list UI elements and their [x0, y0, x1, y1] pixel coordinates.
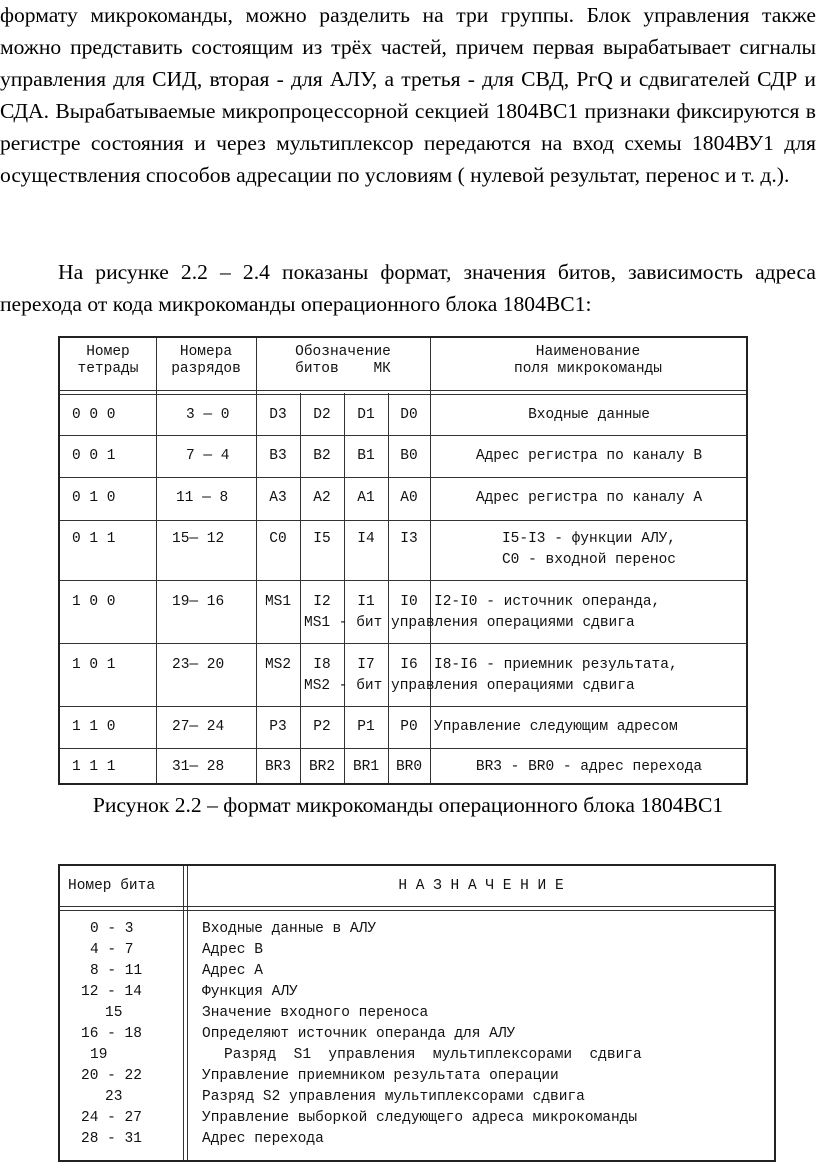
- table-cell-bit: B3: [269, 448, 287, 464]
- table-cell-bit: BR3: [264, 759, 292, 775]
- table-divider: [60, 906, 774, 907]
- table-cell-bit: P3: [269, 719, 287, 735]
- table-cell-purpose: Адрес А: [202, 963, 263, 979]
- table-cell-bit: BR0: [395, 759, 423, 775]
- table-divider: [60, 580, 746, 581]
- table-cell-field-name: Входные данные: [528, 407, 650, 423]
- table-cell-tetrad: 0 0 0: [72, 407, 116, 423]
- table-cell-bit: I4: [357, 531, 375, 547]
- table-cell-bit: I7: [357, 657, 375, 673]
- table-cell-bit: C0: [269, 531, 287, 547]
- table-cell-bit: 8 - 11: [90, 963, 143, 979]
- table-cell-field-name: Адрес регистра по каналу А: [475, 490, 703, 506]
- table-cell-bit: D1: [357, 407, 375, 423]
- table-cell-bit: I3: [400, 531, 418, 547]
- table-cell-purpose: Функция АЛУ: [202, 984, 298, 1000]
- table-divider: [60, 390, 746, 391]
- table-cell-tetrad: 0 1 1: [72, 531, 116, 547]
- table-divider: [60, 394, 746, 395]
- header-bit-number: Номер бита: [68, 878, 156, 894]
- table-cell-bits: 7 — 4: [186, 448, 230, 464]
- header-field-name: [430, 344, 746, 378]
- table-cell-bit: A1: [357, 490, 375, 506]
- paragraph-continuation: формату микрокоманды, можно разделить на три группы. Блок управления также можно представить состоящим из трёх частей, причем первая вырабатывает сигналы управления для СИД, вторая - для АЛУ, а третья - для СВД, РгQ и сдвигателей СДР и СДА. Вырабатываемые микропроцессорной секцией 1804ВС1 признаки фиксируются в регистре состояния и через мультиплексор передаются на вход схемы 1804ВУ1 для осуществления способов адресации по условиям ( нулевой результат, перенос и т. д.).: [0, 3, 816, 187]
- table-cell-bit: A0: [400, 490, 418, 506]
- table-cell-tetrad: 1 0 1: [72, 657, 116, 673]
- header-bit-designation: [256, 344, 430, 378]
- table-cell-bit: 12 - 14: [81, 984, 142, 1000]
- table-divider: [183, 866, 184, 1160]
- table-cell-purpose: Определяют источник операнда для АЛУ: [202, 1026, 516, 1042]
- header-bit-numbers: [156, 344, 256, 378]
- table-cell-field-name: I2-I0 - источник операнда,: [434, 594, 661, 610]
- bit-purpose-table: [58, 864, 776, 1162]
- table-cell-bit: A2: [313, 490, 331, 506]
- table-cell-bit: P0: [400, 719, 418, 735]
- table-divider: [256, 338, 257, 783]
- table-divider: [60, 643, 746, 644]
- paragraph-figures-intro: На рисунке 2.2 – 2.4 показаны формат, значения битов, зависимость адреса перехода от кода микрокоманды операционного блока 1804ВС1:: [0, 260, 816, 316]
- table-cell-bit: 0 - 3: [90, 921, 134, 937]
- table-cell-field-name: BR3 - BR0 - адрес перехода: [475, 759, 703, 775]
- table-cell-bit: I5: [313, 531, 331, 547]
- table-divider: [60, 477, 746, 478]
- table-cell-tetrad: 1 1 0: [72, 719, 116, 735]
- table-cell-purpose: Управление выборкой следующего адреса микрокоманды: [202, 1110, 638, 1126]
- table-cell-bit: 20 - 22: [81, 1068, 142, 1084]
- table-cell-bits: 3 — 0: [186, 407, 230, 423]
- header-bit-designation-line2: битов МК: [295, 361, 391, 377]
- table-cell-bit: B0: [400, 448, 418, 464]
- header-tetrad-line2: тетрады: [77, 361, 139, 377]
- table-divider: [60, 706, 746, 707]
- table-cell-tetrad: 0 0 1: [72, 448, 116, 464]
- table-cell-bit: BR1: [352, 759, 380, 775]
- header-tetrad-line1: Номер: [86, 344, 130, 360]
- table-cell-bit: BR2: [308, 759, 336, 775]
- table-cell-bit: P1: [357, 719, 375, 735]
- table-divider: [60, 910, 774, 911]
- header-tetrad: [60, 344, 156, 378]
- table-cell-tetrad: 0 1 0: [72, 490, 116, 506]
- table-divider: [60, 520, 746, 521]
- table-cell-bits: 15— 12: [172, 531, 225, 547]
- table-cell-bit: 4 - 7: [90, 942, 134, 958]
- table-cell-bit: I0: [400, 594, 418, 610]
- table-cell-bit: I6: [400, 657, 418, 673]
- table-cell-bit: B1: [357, 448, 375, 464]
- table-cell-bits: 27— 24: [172, 719, 225, 735]
- header-bit-numbers-line2: разрядов: [171, 361, 241, 377]
- header-purpose: Н А З Н А Ч Е Н И Е: [398, 878, 564, 894]
- table-cell-bits: 11 — 8: [176, 490, 229, 506]
- table-cell-purpose: Значение входного переноса: [202, 1005, 429, 1021]
- header-bit-designation-line1: Обозначение: [295, 344, 391, 360]
- table-cell-field-name: Управление следующим адресом: [434, 719, 678, 735]
- table-divider: [156, 338, 157, 783]
- table-cell-field-name-cont: C0 - входной перенос: [501, 552, 677, 568]
- table-cell-bit: D0: [400, 407, 418, 423]
- table-cell-field-name: I5-I3 - функции АЛУ,: [501, 531, 677, 547]
- table-cell-bit: MS1: [264, 594, 292, 610]
- table-cell-bit: 16 - 18: [81, 1026, 142, 1042]
- table-divider: [430, 338, 431, 783]
- table-cell-purpose: Разряд S2 управления мультиплексорами сдвига: [202, 1089, 585, 1105]
- table-cell-field-name-cont: MS2 - бит управления операциями сдвига: [304, 678, 635, 694]
- table-cell-purpose: Управление приемником результата операции: [202, 1068, 559, 1084]
- table-cell-field-name: Адрес регистра по каналу В: [475, 448, 703, 464]
- table-cell-bit: A3: [269, 490, 287, 506]
- table-cell-bit: 15: [105, 1005, 123, 1021]
- table-divider: [187, 866, 188, 1160]
- table-cell-purpose: Адрес В: [202, 942, 263, 958]
- table-cell-bit: 23: [105, 1089, 123, 1105]
- table-cell-bits: 23— 20: [172, 657, 225, 673]
- table-cell-field-name-cont: MS1 - бит управления операциями сдвига: [304, 615, 635, 631]
- microcommand-format-table: [58, 336, 748, 785]
- header-field-name-line1: Наименование: [535, 344, 641, 360]
- table-cell-field-name: I8-I6 - приемник результата,: [434, 657, 678, 673]
- table-cell-bit: I1: [357, 594, 375, 610]
- table-cell-purpose: Разряд S1 управления мультиплексорами сдвига: [224, 1047, 642, 1063]
- table-cell-purpose: Входные данные в АЛУ: [202, 921, 377, 937]
- table-cell-bit: D3: [269, 407, 287, 423]
- table-divider: [60, 748, 746, 749]
- table-cell-tetrad: 1 0 0: [72, 594, 116, 610]
- table-cell-bit: B2: [313, 448, 331, 464]
- header-bit-numbers-line1: Номера: [179, 344, 233, 360]
- table-cell-bit: D2: [313, 407, 331, 423]
- table-cell-bit: P2: [313, 719, 331, 735]
- table-cell-bit: MS2: [264, 657, 292, 673]
- table-cell-bits: 19— 16: [172, 594, 225, 610]
- table-cell-bit: I2: [313, 594, 331, 610]
- table-cell-purpose: Адрес перехода: [202, 1131, 324, 1147]
- header-field-name-line2: поля микрокоманды: [514, 361, 662, 377]
- table-cell-bit: 19: [90, 1047, 108, 1063]
- table-cell-bit: I8: [313, 657, 331, 673]
- table-divider: [60, 435, 746, 436]
- table-cell-bit: 24 - 27: [81, 1110, 142, 1126]
- figure-caption: Рисунок 2.2 – формат микрокоманды операционного блока 1804ВС1: [92, 793, 724, 817]
- table-cell-bits: 31— 28: [172, 759, 225, 775]
- table-cell-tetrad: 1 1 1: [72, 759, 116, 775]
- table-cell-bit: 28 - 31: [81, 1131, 142, 1147]
